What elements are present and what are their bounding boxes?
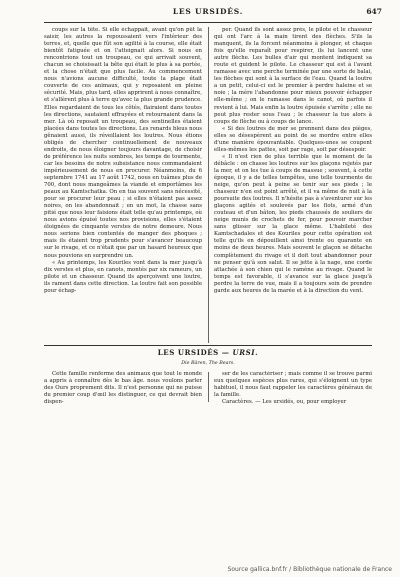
section-title: LES URSIDÉS — xyxy=(157,348,230,357)
source-credit: Source gallica.bnf.fr / Bibliothèque nationale de France xyxy=(227,566,392,573)
top-right-column xyxy=(214,27,372,345)
paragraph: per. Quand ils sont assez près, le pilote et le chasseur qui ont l'arc à la main tirent des flèches. S'ils la manquent, ils la forcent néanmoins à plonger, et chaque fois qu'elle reparaît pour respirer, ils lui lancent une autre flèche. Les bulles d'air qui montent indiquent sa route et guident le pilote. Le chasseur qui est à l'avant ramasse avec une perche terminée par une sorte de balai, les flèches qui sont à la surface de l'eau. Quand la loutre a un petit, celui-ci est le premier à perdre haleine et se noie ; la mère l'abandonne pour mieux pouvoir échapper elle-même ; on le ramasse dans le canot, où parfois il revient à lui. Mais enfin la loutre épuisée s'arrête ; elle ne peut plus rester sous l'eau ; le chasseur la tue alors à coups de flèche ou à coups de lance. xyxy=(214,27,372,125)
paragraph: coups sur la tête. Si elle échappait, avant qu'on pût la saisir, les autres la repoussaient vers l'intérieur des terres, et, quelle que fût son agilité à la course, elle était bientôt fatiguée et on l'atteignait alors. Si nous en rencontrions tout un troupeau, ce qui arrivait souvent, chacun se choisissait la bête qui était le plus à sa portée, et la chose n'était que plus facile. Au commencement nous n'avions aucune difficulté, toute la plage était couverte de ces animaux, qui y reposaient en pleine sécurité. Mais, plus tard, elles apprirent à nous connaître, et s'allèrent plus à terre qu'avec la plus grande prudence. Elles regardaient de tous les côtés, flairaient dans toutes les directions, sautaient effrayées et retournaient dans la mer. Là où reposait un troupeau, des sentinelles étaient placées dans toutes les directions. Les renards bleus nous gênaient aussi, ils réveillaient les loutres. Nous étions obligés de chercher continuellement de nouveaux endroits, de nous éloigner toujours davantage, de choisir de préférence les nuits sombres, les temps de tourmente, car les besoins de notre subsistance nous commandaient impérieusement de nous en procurer. Néanmoins, du 6 septembre 1741 au 17 août 1742, nous en tuâmes plus de 700, dont nous mangeâmes la viande et emportâmes les peaux au Kamtschatka. On en tua souvent sans nécessité, pour se procurer leur peau ; si elles n'étaient pas assez noires, on les abandonnait ; en un mot, la chasse sans pitié que nous leur faisions était telle qu'au printemps, où nous avions épuisé toutes nos provisions, elles s'étaient éloignées de cinquante verstes de notre demeure. Nous nous serions bien contentés de manger des phoques ; mais ils étaient trop prudents pour s'avancer beaucoup sur le rivage, et ce n'était que par un hasard heureux que nous pouvions en surprendre un. xyxy=(44,27,202,259)
top-left-column xyxy=(44,27,202,345)
header-rule xyxy=(44,22,372,23)
paragraph: « Si des loutres de mer se prennent dans des pièges, elles se désespèrent au point de se mordre entre elles d'une manière épouvantable. Quelques-unes se coupent elles-mêmes les pattes, soit par rage, soit par désespoir. xyxy=(214,125,372,153)
paragraph: Cette famille renferme des animaux que tout le monde a appris à connaître dès le bas âge. nous voulons parler des Ours proprement dits. Il n'est personne qui ne puisse du premier coup d'œil les distinguer, ce qui devrait bien dispen- xyxy=(44,371,202,405)
section-subtitle: Die Bären, The Bears. xyxy=(181,361,235,366)
paragraph: ser de les caractériser ; mais comme il se trouve parmi eux quelques espèces plus rares, qui s'éloignent un type habituel, il nous faut rappeler les caractères généraux de la famille. xyxy=(214,371,372,399)
page-number: 647 xyxy=(366,7,382,16)
column-divider xyxy=(208,27,209,343)
paragraph: Caractères. — Les ursidés, ou, pour employer xyxy=(222,399,347,405)
bottom-right-column xyxy=(214,371,372,405)
bottom-left-column xyxy=(44,371,202,405)
running-header xyxy=(44,7,382,21)
paragraph: « Il n'est rien de plus terrible que le moment de la débâcle : on chasse les loutres sur les glaçons rejetés par la mer, et on les tue à coups de massue ; souvent, à cette époque, il y a de telles tempêtes, une telle tourmente de neige, qu'on peut à peine se tenir sur ses pieds ; le chasseur n'en est point arrêté, et il va même de nuit à la poursuite des loutres. Il n'hésite pas à s'aventurer sur les glaçons agités et soulevés par les flots, armé d'un couteau et d'un bâton, les pieds chaussés de souliers de neige munis de crochets de fer, pour pouvoir marcher sans glisser sur la glace même. L'habileté des Kamtschadales et des Kouriles pour cette opération est telle qu'ils en dépouillent ainsi trente ou quarante en moins de deux heures. Mais souvent le glaçon se détache complètement du rivage et il doit tout abandonner pour ne penser qu'à son salut. Il se jette à la nage, une corde attachée à son chien qui le ramène au rivage. Quand le temps est favorable, il s'avance sur la glace jusqu'à perdre la terre de vue, mais il a toujours soin de prendre garde aux heures de la marée et à la direction du vent. xyxy=(214,153,372,294)
paragraph: « Au printemps, les Kouriles vont dans la mer jusqu'à dix verstes et plus, en canots, montés par six rameurs, un pilote et un chasseur. Quand ils aperçoivent une loutre, ils rament dans cette direction. La loutre fait son possible pour échap- xyxy=(44,259,202,294)
column-divider xyxy=(208,372,209,402)
section-latin-name: URSI. xyxy=(232,348,259,357)
section-heading xyxy=(44,348,372,357)
section-rule xyxy=(44,345,372,346)
running-title: LES URSIDÉS. xyxy=(172,7,244,16)
